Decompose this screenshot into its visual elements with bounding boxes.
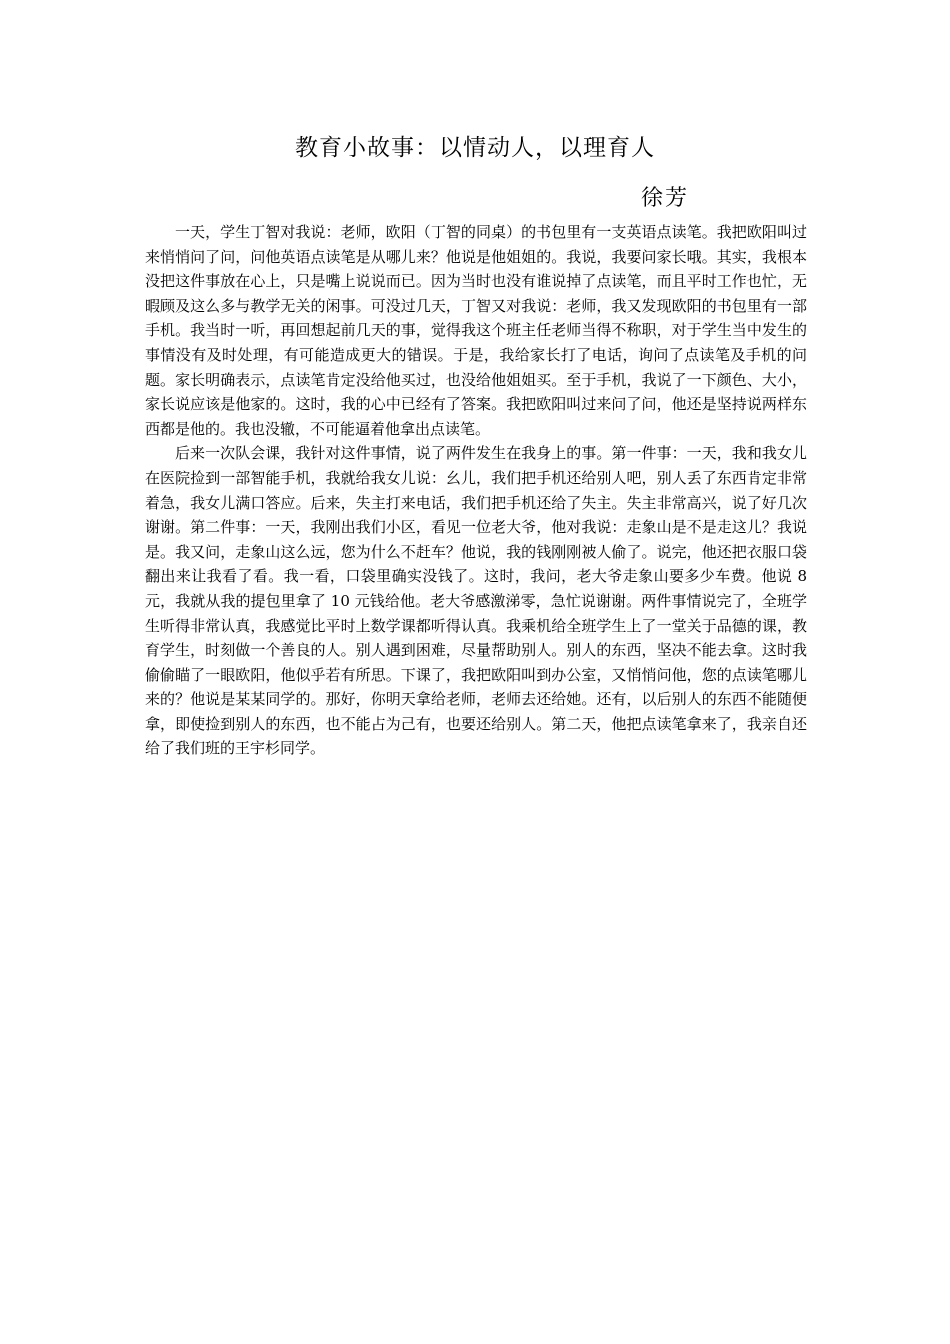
document-title: 教育小故事：以情动人，以理育人 xyxy=(295,135,655,161)
document-body xyxy=(145,220,807,761)
paragraph: 后来一次队会课，我针对这件事情，说了两件发生在我身上的事。第一件事：一天，我和我女儿在医院捡到一部智能手机，我就给我女儿说：幺儿，我们把手机还给别人吧，别人丢了东西肯定非常着急，我女儿满口答应。后来，失主打来电话，我们把手机还给了失主。失主非常高兴，说了好几次谢谢。第二件事：一天，我刚出我们小区，看见一位老大爷，他对我说：走象山是不是走这儿？我说是。我又问，走象山这么远，您为什么不赶车？他说，我的钱刚刚被人偷了。说完，他还把衣服口袋翻出来让我看了看。我一看，口袋里确实没钱了。这时，我问，老大爷走象山要多少车费。他说 8 元，我就从我的提包里拿了 10 元钱给他。老大爷感激涕零，急忙说谢谢。两件事情说完了，全班学生听得非常认真，我感觉比平时上数学课都听得认真。我乘机给全班学生上了一堂关于品德的课，教育学生，时刻做一个善良的人。别人遇到困难，尽量帮助别人。别人的东西，坚决不能去拿。这时我偷偷瞄了一眼欧阳，他似乎若有所思。下课了，我把欧阳叫到办公室，又悄悄问他，您的点读笔哪儿来的？他说是某某同学的。那好，你明天拿给老师，老师去还给她。还有，以后别人的东西不能随便拿，即使捡到别人的东西，也不能占为己有，也要还给别人。第二天，他把点读笔拿来了，我亲自还给了我们班的王宇杉同学。 xyxy=(145,444,807,758)
author-name: 徐芳 xyxy=(641,186,690,211)
paragraph: 一天，学生丁智对我说：老师，欧阳（丁智的同桌）的书包里有一支英语点读笔。我把欧阳叫过来悄悄问了问，问他英语点读笔是从哪儿来？他说是他姐姐的。我说，我要问家长哦。其实，我根本没把这件事放在心上，只是嘴上说说而已。因为当时也没有谁说掉了点读笔，而且平时工作也忙，无暇顾及这么多与教学无关的闲事。可没过几天，丁智又对我说：老师，我又发现欧阳的书包里有一部手机。我当时一听，再回想起前几天的事，觉得我这个班主任老师当得不称职，对于学生当中发生的事情没有及时处理，有可能造成更大的错误。于是，我给家长打了电话，询问了点读笔及手机的问题。家长明确表示，点读笔肯定没给他买过，也没给他姐姐买。至于手机，我说了一下颜色、大小，家长说应该是他家的。这时，我的心中已经有了答案。我把欧阳叫过来问了问，他还是坚持说两样东西都是他的。我也没辙，不可能逼着他拿出点读笔。 xyxy=(145,223,807,438)
